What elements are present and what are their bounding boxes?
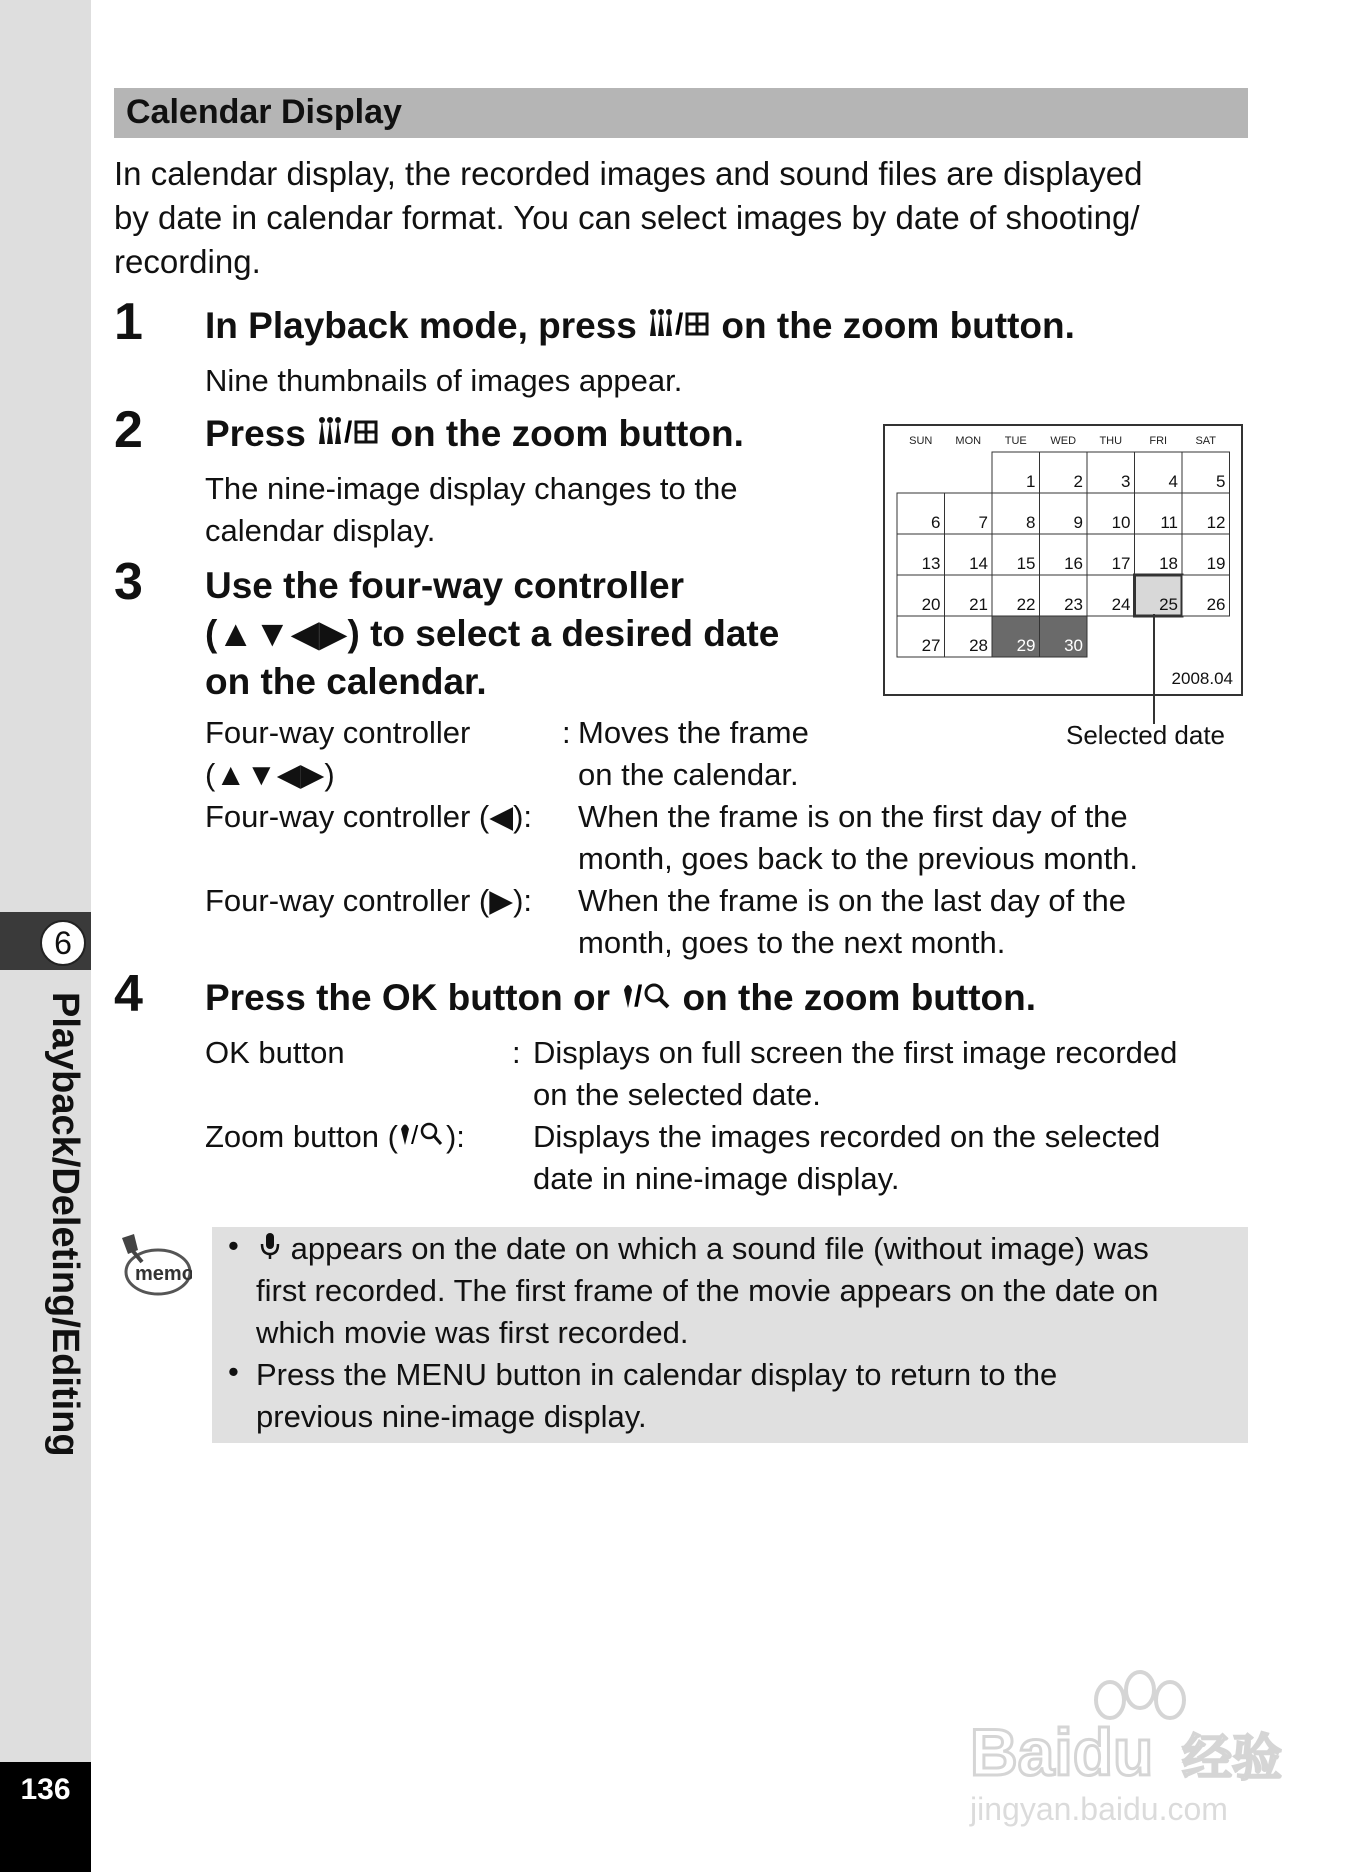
memo-line (258, 1228, 1149, 1272)
calendar-date: 19 (1206, 554, 1226, 573)
bullet: • (228, 1228, 239, 1263)
table-key: Four-way controller (205, 715, 471, 750)
calendar-date: 9 (1073, 513, 1083, 532)
table-key: Four-way controller (◀): (205, 799, 533, 834)
table-value: date in nine-image display. (533, 1161, 900, 1196)
step-heading (205, 974, 1036, 1024)
calendar-date: 16 (1064, 554, 1083, 573)
table-value: Displays on full screen the first image recorded (533, 1035, 1178, 1070)
svg-text:/: / (410, 1119, 419, 1149)
calendar-display (883, 424, 1243, 696)
calendar-date: 27 (921, 636, 941, 655)
calendar-date: 10 (1111, 513, 1131, 532)
step-heading-line: Use the four-way controller (205, 565, 685, 606)
calendar-date: 12 (1206, 513, 1226, 532)
table-value: When the frame is on the first day of the (578, 799, 1128, 834)
memo-line: Press the MENU button in calendar display to return to the (256, 1357, 1058, 1392)
calendar-date: 13 (921, 554, 941, 573)
calendar-date: 8 (1026, 513, 1036, 532)
step-heading-text: Press (205, 413, 317, 454)
step-number: 3 (114, 553, 143, 611)
bullet: • (228, 1354, 239, 1389)
table-value: When the frame is on the last day of the (578, 883, 1126, 918)
step-heading-text: In Playback mode, press (205, 305, 648, 346)
memo-text: appears on the date on which a sound file (without image) was (282, 1231, 1149, 1266)
table-value: on the selected date. (533, 1077, 821, 1112)
step-number: 1 (114, 293, 143, 351)
memo-icon (118, 1232, 192, 1301)
step-text-line: calendar display. (205, 513, 436, 548)
calendar-date: 14 (969, 554, 988, 573)
calendar-weekday: THU (1099, 435, 1123, 447)
step-text (205, 468, 738, 552)
table-value: on the calendar. (578, 757, 799, 792)
step-heading-text: on the zoom button. (711, 305, 1075, 346)
calendar-date: 2 (1073, 472, 1083, 491)
calendar-date: 24 (1111, 595, 1131, 614)
chapter-title: Playback/Deleting/Editing (44, 992, 86, 1457)
step-heading-text: on the zoom button. (672, 977, 1037, 1018)
step-text: Nine thumbnails of images appear. (205, 363, 683, 398)
table-value: month, goes back to the previous month. (578, 841, 1139, 876)
memo-line: previous nine-image display. (256, 1399, 647, 1434)
page-number: 136 (20, 1773, 71, 1806)
calendar-date: 28 (969, 636, 988, 655)
watermark-url: jingyan.baidu.com (970, 1791, 1228, 1827)
step-text-line: The nine-image display changes to the (205, 471, 738, 506)
selected-date-callout: Selected date (1066, 720, 1226, 750)
calendar-date: 29 (1016, 636, 1036, 655)
step-number: 4 (114, 965, 143, 1023)
table-value: Displays the images recorded on the selected (533, 1119, 1161, 1154)
calendar-date: 7 (978, 513, 988, 532)
callout-line (1152, 614, 1156, 724)
calendar-date: 3 (1121, 472, 1131, 491)
calendar-weekday: WED (1050, 435, 1077, 447)
calendar-date: 5 (1216, 472, 1226, 491)
intro-paragraph (114, 152, 1254, 284)
calendar-weekday: SUN (909, 435, 933, 447)
memo-icon-label: memo (135, 1263, 192, 1285)
calendar-date: 18 (1159, 554, 1178, 573)
thumbnail-zoom-out-icon (647, 304, 711, 352)
section-title: Calendar Display (126, 93, 402, 131)
calendar-weekday: MON (955, 435, 982, 447)
calendar-date: 21 (969, 595, 988, 614)
zoom-in-icon (620, 976, 672, 1024)
memo-line: which movie was first recorded. (256, 1315, 689, 1350)
calendar-date: 11 (1160, 513, 1178, 532)
table-sep: : (512, 1035, 521, 1070)
svg-text:/: / (675, 308, 684, 341)
step-heading-line: (▲▼◀▶) to select a desired date (205, 613, 780, 654)
calendar-date: 23 (1064, 595, 1083, 614)
step-heading-text: on the zoom button. (380, 413, 744, 454)
chapter-number: 6 (40, 920, 86, 966)
calendar-date: 6 (931, 513, 941, 532)
watermark-brand: Baidu (970, 1715, 1154, 1789)
calendar-date: 30 (1064, 636, 1083, 655)
table-value: month, goes to the next month. (578, 925, 1006, 960)
calendar-date: 26 (1206, 595, 1226, 614)
table-key: OK button (205, 1035, 345, 1070)
table-key: (▲▼◀▶) (205, 757, 335, 792)
svg-text:/: / (344, 416, 353, 449)
svg-text:/: / (634, 980, 643, 1013)
table-key-text: Zoom button ( (205, 1119, 398, 1154)
step-heading (205, 410, 744, 460)
table-sep: : (562, 715, 571, 750)
calendar-month-label: 2008.04 (1171, 669, 1233, 688)
intro-line: recording. (114, 243, 261, 280)
intro-line: by date in calendar format. You can select images by date of shooting/ (114, 199, 1140, 236)
intro-line: In calendar display, the recorded images and sound files are displayed (114, 155, 1143, 192)
step-heading (205, 302, 1075, 352)
microphone-icon (258, 1230, 282, 1272)
calendar-date: 25 (1159, 595, 1178, 614)
table-key (205, 1116, 465, 1160)
calendar-date: 15 (1016, 554, 1036, 573)
calendar-weekday: FRI (1149, 435, 1168, 447)
calendar-date: 20 (921, 595, 941, 614)
calendar-date: 1 (1026, 472, 1036, 491)
step-number: 2 (114, 401, 143, 459)
baidu-watermark (960, 1660, 1290, 1835)
calendar-weekday: SAT (1195, 435, 1217, 447)
step-heading-line: on the calendar. (205, 661, 487, 702)
table-value: Moves the frame (578, 715, 809, 750)
watermark-chinese: 经验 (1182, 1729, 1282, 1787)
memo-line: first recorded. The first frame of the movie appears on the date on (256, 1273, 1159, 1308)
calendar-date: 22 (1016, 595, 1036, 614)
step-heading (205, 562, 779, 706)
table-key-text: ): (445, 1119, 465, 1154)
step-heading-text: Press the OK button or (205, 977, 621, 1018)
table-key: Four-way controller (▶): (205, 883, 533, 918)
calendar-date: 17 (1111, 554, 1131, 573)
zoom-in-icon (398, 1118, 446, 1160)
calendar-date: 4 (1168, 472, 1178, 491)
calendar-weekday: TUE (1004, 435, 1027, 447)
thumbnail-zoom-out-icon (316, 412, 380, 460)
